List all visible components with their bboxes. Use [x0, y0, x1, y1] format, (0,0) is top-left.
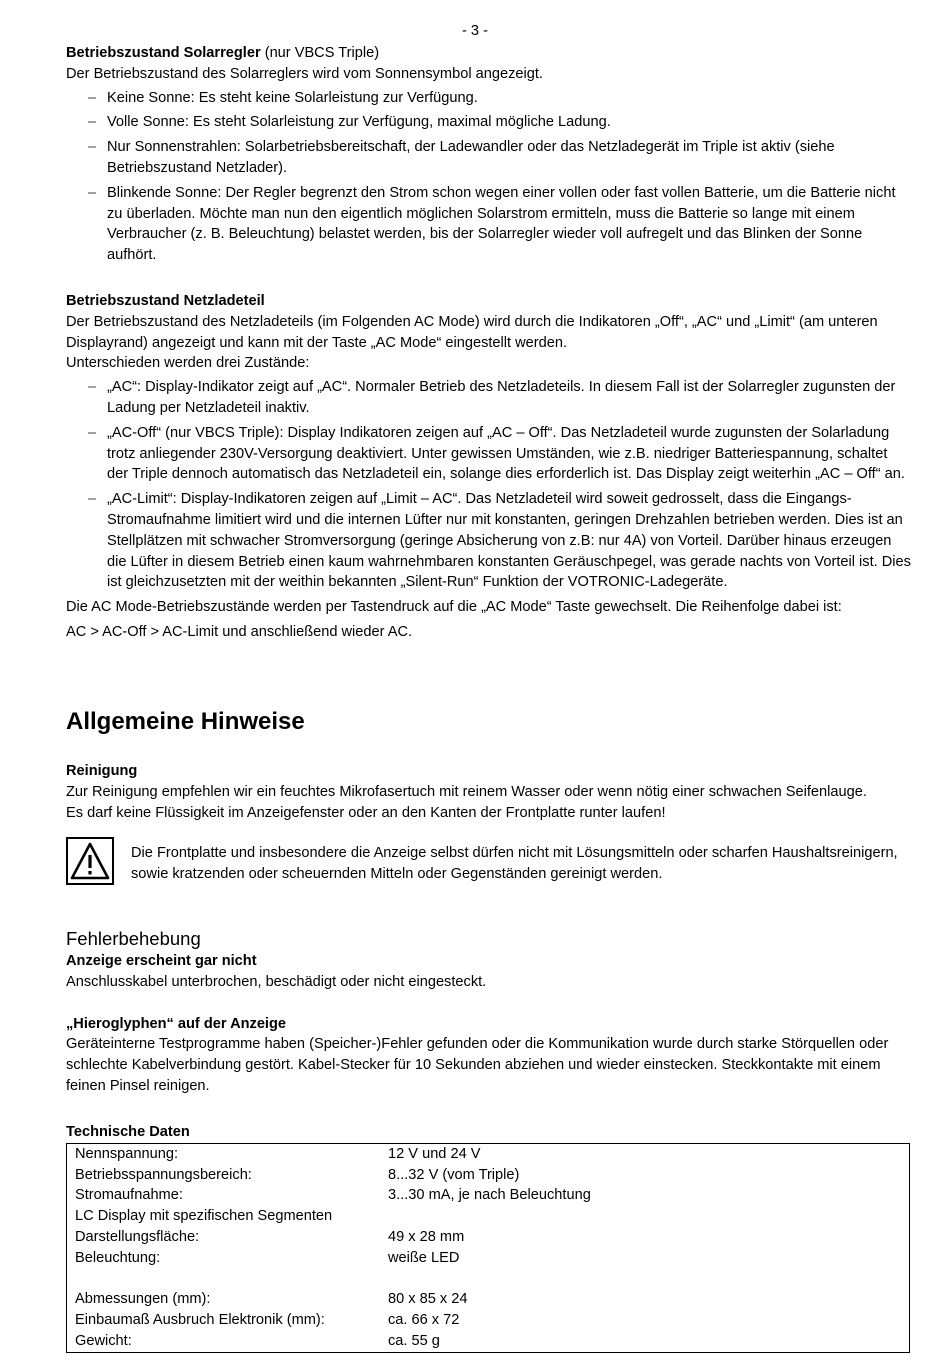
list-item: – Blinkende Sonne: Der Regler begrenzt den Strom schon wegen einer vollen oder fast vollen Batterie, um die Batterie nicht zu überladen. Möchte man nun den eigentlich möglichen Solarstrom ermitteln, muss die Batterie so lange mit einem Verbraucher (z. B. Beleuchtung) belastet werden, bis der Solarregler wieder voll aufregelt und das Blinken der Sonne aufhört.	[66, 183, 912, 266]
section-title-netzladeteil: Betriebszustand Netzladeteil	[66, 293, 265, 309]
table-row	[67, 1143, 910, 1164]
section-solarregler	[66, 43, 912, 270]
table-cell-key: Gewicht:	[75, 1332, 132, 1349]
paragraph: Der Betriebszustand des Solarreglers wird vom Sonnensymbol angezeigt.	[66, 65, 543, 82]
table-cell-key: Beleuchtung:	[75, 1249, 161, 1266]
table-row	[67, 1331, 910, 1352]
paragraph: Die AC Mode-Betriebszustände werden per Tastendruck auf die „AC Mode“ Taste gewechselt. Die Reihenfolge dabei ist:	[66, 599, 842, 616]
paragraph: Zur Reinigung empfehlen wir ein feuchtes Mikrofasertuch mit reinem Wasser oder wenn nötig einer schwachen Seifenlauge.	[66, 783, 867, 800]
table-cell-key: Darstellungsfläche:	[75, 1228, 200, 1245]
paragraph: Anschlusskabel unterbrochen, beschädigt oder nicht eingesteckt.	[66, 973, 487, 990]
section-allgemeine-hinweise	[66, 707, 912, 885]
table-cell-key: Betriebsspannungsbereich:	[75, 1166, 252, 1183]
list-item: – Keine Sonne: Es steht keine Solarleistung zur Verfügung.	[66, 88, 912, 109]
list-item: – Nur Sonnenstrahlen: Solarbetriebsbereitschaft, der Ladewandler oder das Netzladegerät im Triple ist aktiv (siehe Betriebszustand Netzlader).	[66, 137, 912, 179]
list-item: – „AC“: Display-Indikator zeigt auf „AC“. Normaler Betrieb des Netzladeteils. In diesem Fall ist der Solarregler zugunsten der Ladung per Netzladeteil inaktiv.	[66, 377, 912, 419]
subtitle-technische-daten: Technische Daten	[66, 1124, 190, 1140]
table-row	[67, 1248, 910, 1269]
table-cell-key	[67, 1269, 381, 1290]
table-row	[67, 1206, 910, 1227]
subtitle-reinigung: Reinigung	[66, 763, 138, 779]
section-technische-daten	[66, 1122, 912, 1353]
list-item: – „AC-Limit“: Display-Indikatoren zeigen auf „Limit – AC“. Das Netzladeteil wird soweit gedrosselt, dass die Eingangs-Stromaufnahme limitiert wird und die internen Lüfter nur mit konstanten, geringen Drehzahlen betrieben werden. Dies ist an Stellplätzen mit schwacher Stromversorgung (geringe Absicherung von z.B: nur 4A) von Vorteil. Darüber hinaus erzeugen die Lüfter in diesem Betrieb einen kaum wahrnehmbaren konstanten Geräuschpegel, was gerade nachts von Vorteil ist. Dies ist gleichzusetzten mit der weithin bekannten „Silent-Run“ Funktion der VOTRONIC-Ladegeräte.	[66, 489, 912, 593]
table-row	[67, 1289, 910, 1310]
table-cell-key: Abmessungen (mm):	[75, 1291, 211, 1308]
table-row	[67, 1269, 910, 1290]
page-number: - 3 -	[462, 23, 488, 39]
section-fehlerbehebung	[66, 927, 912, 1097]
table-cell-key: Stromaufnahme:	[75, 1187, 183, 1204]
table-cell-value: 49 x 28 mm	[388, 1228, 465, 1245]
table-row	[67, 1227, 910, 1248]
section-netzladeteil	[66, 291, 912, 643]
subtitle-anzeige: Anzeige erscheint gar nicht	[66, 953, 257, 969]
section-title-solarregler: Betriebszustand Solarregler (nur VBCS Triple)	[66, 45, 380, 61]
table-cell-key: LC Display mit spezifischen Segmenten	[75, 1208, 333, 1225]
table-cell-value	[380, 1206, 910, 1227]
tech-data-table	[66, 1143, 910, 1353]
solar-states-list	[66, 88, 912, 266]
table-cell-value: ca. 66 x 72	[388, 1312, 460, 1329]
subtitle-hieroglyphen: „Hieroglyphen“ auf der Anzeige	[66, 1015, 287, 1032]
table-cell-value: 8...32 V (vom Triple)	[388, 1166, 520, 1183]
heading-allgemeine-hinweise: Allgemeine Hinweise	[66, 708, 305, 735]
warning-block	[66, 837, 912, 885]
table-row	[67, 1310, 910, 1331]
paragraph: Es darf keine Flüssigkeit im Anzeigefenster oder an den Kanten der Frontplatte runter laufen!	[66, 804, 666, 821]
table-cell-value: 80 x 85 x 24	[388, 1291, 468, 1308]
table-cell-value	[380, 1269, 910, 1290]
paragraph: Geräteinterne Testprogramme haben (Speicher-)Fehler gefunden oder die Kommunikation wurde durch starke Störquellen oder schlechte Kabelverbindung gestört. Kabel-Stecker für 10 Sekunden abziehen und wieder einstecken. Steckkontakte mit einem feinen Pinsel reinigen.	[66, 1036, 889, 1094]
heading-fehlerbehebung: Fehlerbehebung	[66, 928, 201, 949]
list-item: – Volle Sonne: Es steht Solarleistung zur Verfügung, maximal mögliche Ladung.	[66, 112, 912, 133]
table-cell-value: 12 V und 24 V	[388, 1145, 481, 1162]
list-item: – „AC-Off“ (nur VBCS Triple): Display Indikatoren zeigen auf „AC – Off“. Das Netzladeteil wurde zugunsten der Solarladung trotz anliegender 230V-Versorgung deaktiviert. Unter gewissen Umständen, wie z.B. niedriger Batteriespannung, schaltet der Triple dennoch automatisch das Netzladeteil ein, solange dies erforderlich ist. Das Display zeigt weiterhin „AC – Off“ an.	[66, 423, 912, 485]
table-cell-value: ca. 55 g	[388, 1332, 440, 1349]
warning-triangle-icon	[66, 837, 114, 885]
paragraph: AC > AC-Off > AC-Limit und anschließend wieder AC.	[66, 623, 413, 640]
table-cell-value: weiße LED	[388, 1249, 460, 1266]
table-row	[67, 1185, 910, 1206]
paragraph: Unterschieden werden drei Zustände:	[66, 355, 310, 372]
table-cell-value: 3...30 mA, je nach Beleuchtung	[388, 1187, 591, 1204]
table-cell-key: Einbaumaß Ausbruch Elektronik (mm):	[75, 1312, 325, 1329]
ac-states-list	[66, 377, 912, 593]
table-row	[67, 1165, 910, 1186]
table-cell-key: Nennspannung:	[75, 1145, 179, 1162]
warning-text: Die Frontplatte und insbesondere die Anzeige selbst dürfen nicht mit Lösungsmitteln oder scharfen Haushaltsreinigern, sowie kratzenden oder scheuernden Mitteln oder Gegenständen gereinigt werden.	[131, 845, 898, 883]
paragraph: Der Betriebszustand des Netzladeteils (im Folgenden AC Mode) wird durch die Indikatoren „Off“, „AC“ und „Limit“ (am unteren Displayrand) angezeigt und kann mit der Taste „AC Mode“ eingestellt werden.	[66, 313, 878, 351]
